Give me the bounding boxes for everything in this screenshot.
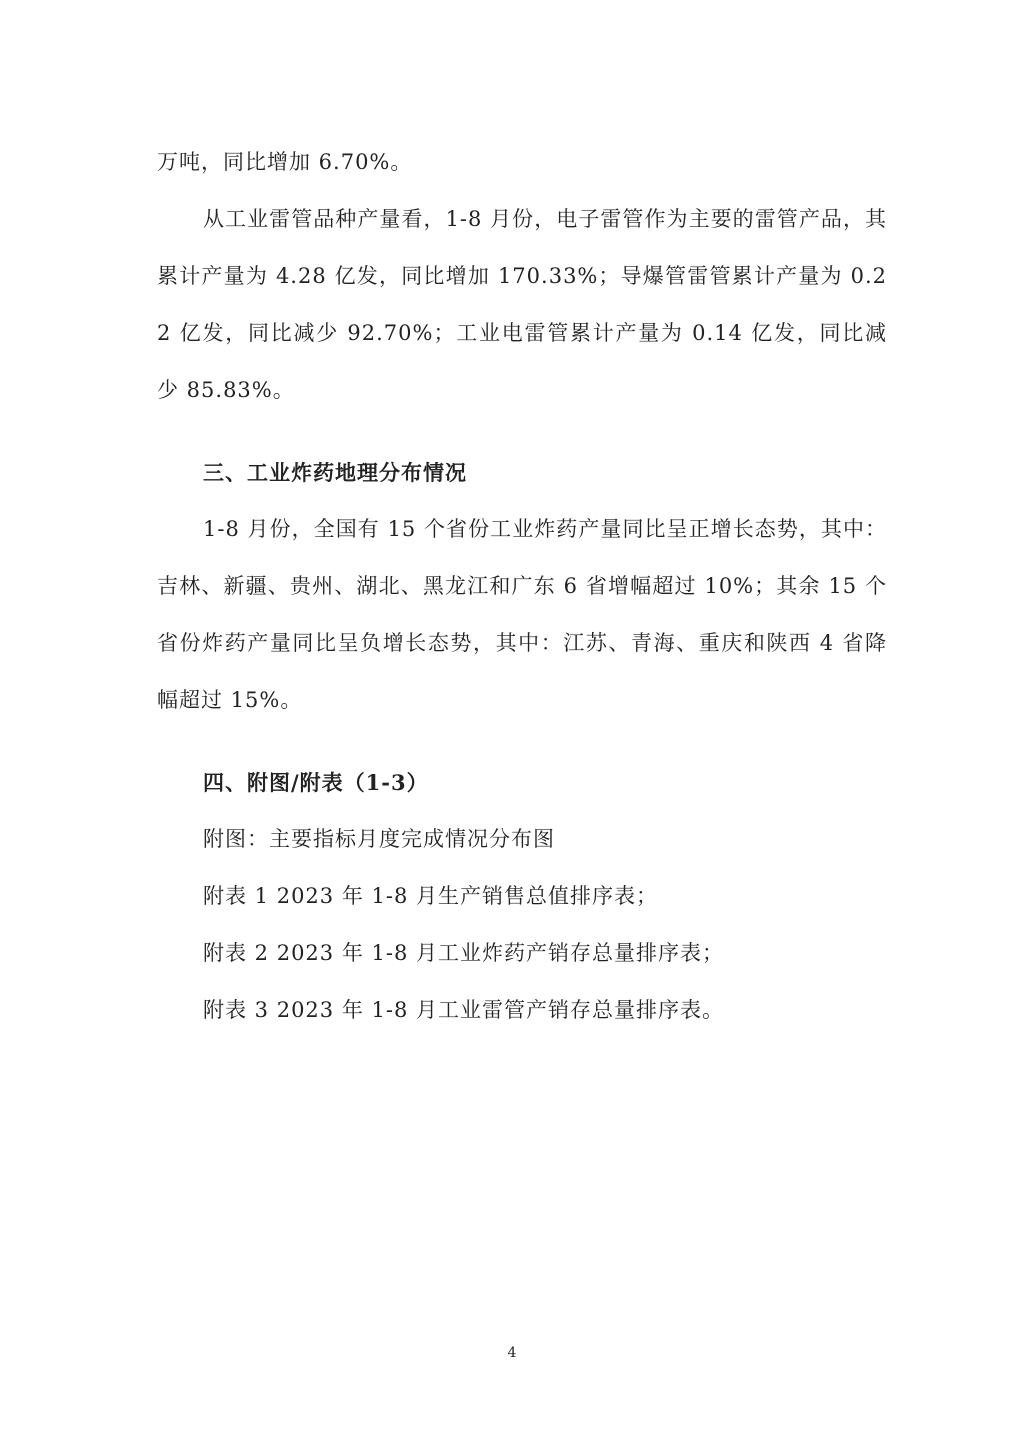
- appendix-item-table-1: 附表 1 2023 年 1-8 月生产销售总值排序表；: [203, 884, 658, 908]
- page-number: 4: [507, 1345, 517, 1361]
- appendix-item-table-2: 附表 2 2023 年 1-8 月工业炸药产销存总量排序表；: [203, 941, 724, 965]
- section-heading-geographic-distribution: 三、工业炸药地理分布情况: [203, 460, 467, 485]
- section-heading-appendix: 四、附图/附表（1-3）: [203, 770, 429, 795]
- paragraph-continuation: 万吨，同比增加 6.70%。: [157, 150, 413, 174]
- appendix-item-table-3: 附表 3 2023 年 1-8 月工业雷管产销存总量排序表。: [203, 998, 724, 1022]
- paragraph-detonator-varieties: 从工业雷管品种产量看，1-8 月份，电子雷管作为主要的雷管产品，其累计产量为 4.28 亿发，同比增加 170.33%；导爆管雷管累计产量为 0.22 亿发，同比减少 92.70%；工业电雷管累计产量为 0.14 亿发，同比减少 85.83%。: [157, 207, 887, 402]
- appendix-item-figure: 附图：主要指标月度完成情况分布图: [203, 827, 555, 851]
- paragraph-geographic-distribution: 1-8 月份，全国有 15 个省份工业炸药产量同比呈正增长态势，其中：吉林、新疆、贵州、湖北、黑龙江和广东 6 省增幅超过 10%；其余 15 个省份炸药产量同比呈负增长态势，其中：江苏、青海、重庆和陕西 4 省降幅超过 15%。: [157, 517, 887, 712]
